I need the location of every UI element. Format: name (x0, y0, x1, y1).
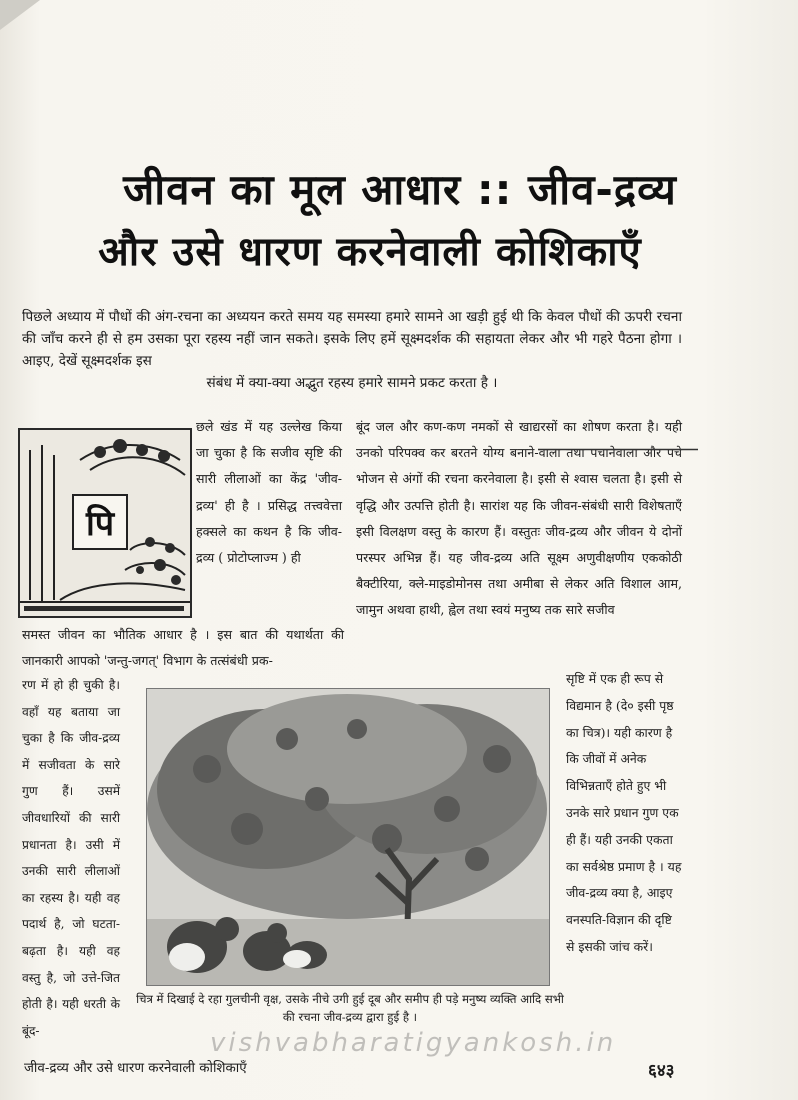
tree-photo-image (147, 689, 549, 985)
intro-last-line: संबंध में क्या-क्या अद्भुत रहस्य हमारे सामने प्रकट करता है । (206, 375, 498, 391)
column-text-top-left: छले खंड में यह उल्लेख किया जा चुका है कि सजीव सृष्टि की सारी लीलाओं का केंद्र 'जीव-द्रव्य' ही है । प्रसिद्ध तत्त्ववेत्ता हक्सले का कथन है कि जीव-द्रव्य ( प्रोटोप्लाज्म ) ही (196, 419, 342, 566)
intro-paragraph (22, 306, 682, 394)
tree-photograph (146, 688, 550, 986)
running-footer-title: जीव-द्रव्य और उसे धारण करनेवाली कोशिकाएँ (24, 1061, 247, 1076)
page-corner-shadow (0, 0, 40, 30)
site-watermark: vishvabharatigyankosh.in (210, 1028, 617, 1058)
column-text-right: बूंद जल और कण-कण नमकों से खाद्यरसों का शोषण करता है। यही उनको परिपक्व कर बरतने योग्य बनाने-वाला तथा पचानेवाला और पचे भोजन से अंगों की रचना करनेवाला है। इसी से श्वास चलता है। इसी से वृद्धि और उत्पत्ति होती है। सारांश यह कि जीवन-संबंधी सारी विशेषताएँ इसी विलक्षण वस्तु के कारण हैं। वस्तुतः जीव-द्रव्य और जीवन ये दोनों परस्पर अभिन्न हैं। यह जीव-द्रव्य अति सूक्ष्म अणुवीक्षणीय एककोठी बैक्टीरिया, क्ले-माइडोमोनस तथा अमीबा से लेकर अति विशाल आम, जामुन अथवा हाथी, ह्वेल तथा स्वयं मनुष्य तक सारे सजीव (356, 419, 682, 618)
column-text-left-narrow: रण में हो ही चुकी है। वहाँ यह बताया जा चुका है कि जीव-द्रव्य में सजीवता के सारे गुण हैं। उसमें जीवधारियों की सारी प्रधानता है। उसी में उनकी सारी लीलाओं का रहस्य है। यही वह पदार्थ है, जो घटता-बढ़ता है। यही वह वस्तु है, जो उत्ते-जित होती है। यही धरती के बूंद- (22, 678, 120, 1038)
column-text-left-wide: समस्त जीवन का भौतिक आधार है । इस बात की यथार्थता की जानकारी आपको 'जन्तु-जगत्' विभाग के तत्संबंधी प्रक- (22, 627, 344, 669)
page-number: ६४३ (648, 1061, 675, 1081)
figure-caption: चित्र में दिखाई दे रहा गुलचीनी वृक्ष, उसके नीचे उगी हुई दूब और समीप ही पड़े मनुष्य व्यक्ति आदि सभी की रचना जीव-द्रव्य द्वारा हुई है । (136, 992, 564, 1024)
intro-text: पिछले अध्याय में पौधों की अंग-रचना का अध्ययन करते समय यह समस्या हमारे सामने आ खड़ी हुई थी कि केवल पौधों की ऊपरी रचना की जाँच करने ही से हम उसका पूरा रहस्य नहीं जान सकते। इसके लिए हमें सूक्ष्मदर्शक की सहायता लेकर और भी गहरे पैठना होगा । आइए, देखें सूक्ष्मदर्शक इस (22, 309, 682, 369)
chapter-title-line-1: जीवन का मूल आधार :: जीव-द्रव्य (123, 165, 677, 214)
column-text-right-narrow: सृष्टि में एक ही रूप से विद्यमान है (दे० इसी पृष्ठ का चित्र)। यही कारण है कि जीवों में अनेक विभिन्नताएँ होते हुए भी उनके सारे प्रधान गुण एक ही हैं। यही उनकी एकता का सर्वश्रेष्ठ प्रमाण है । यह जीव-द्रव्य क्या है, आइए वनस्पति-विज्ञान की दृष्टि से इसकी जांच करें। (566, 671, 682, 954)
underline-mark (538, 448, 698, 451)
chapter-title-line-2: और उसे धारण करनेवाली कोशिकाएँ (98, 229, 642, 275)
decorative-dropcap (18, 428, 192, 618)
dropcap-letter: पि (72, 494, 128, 550)
